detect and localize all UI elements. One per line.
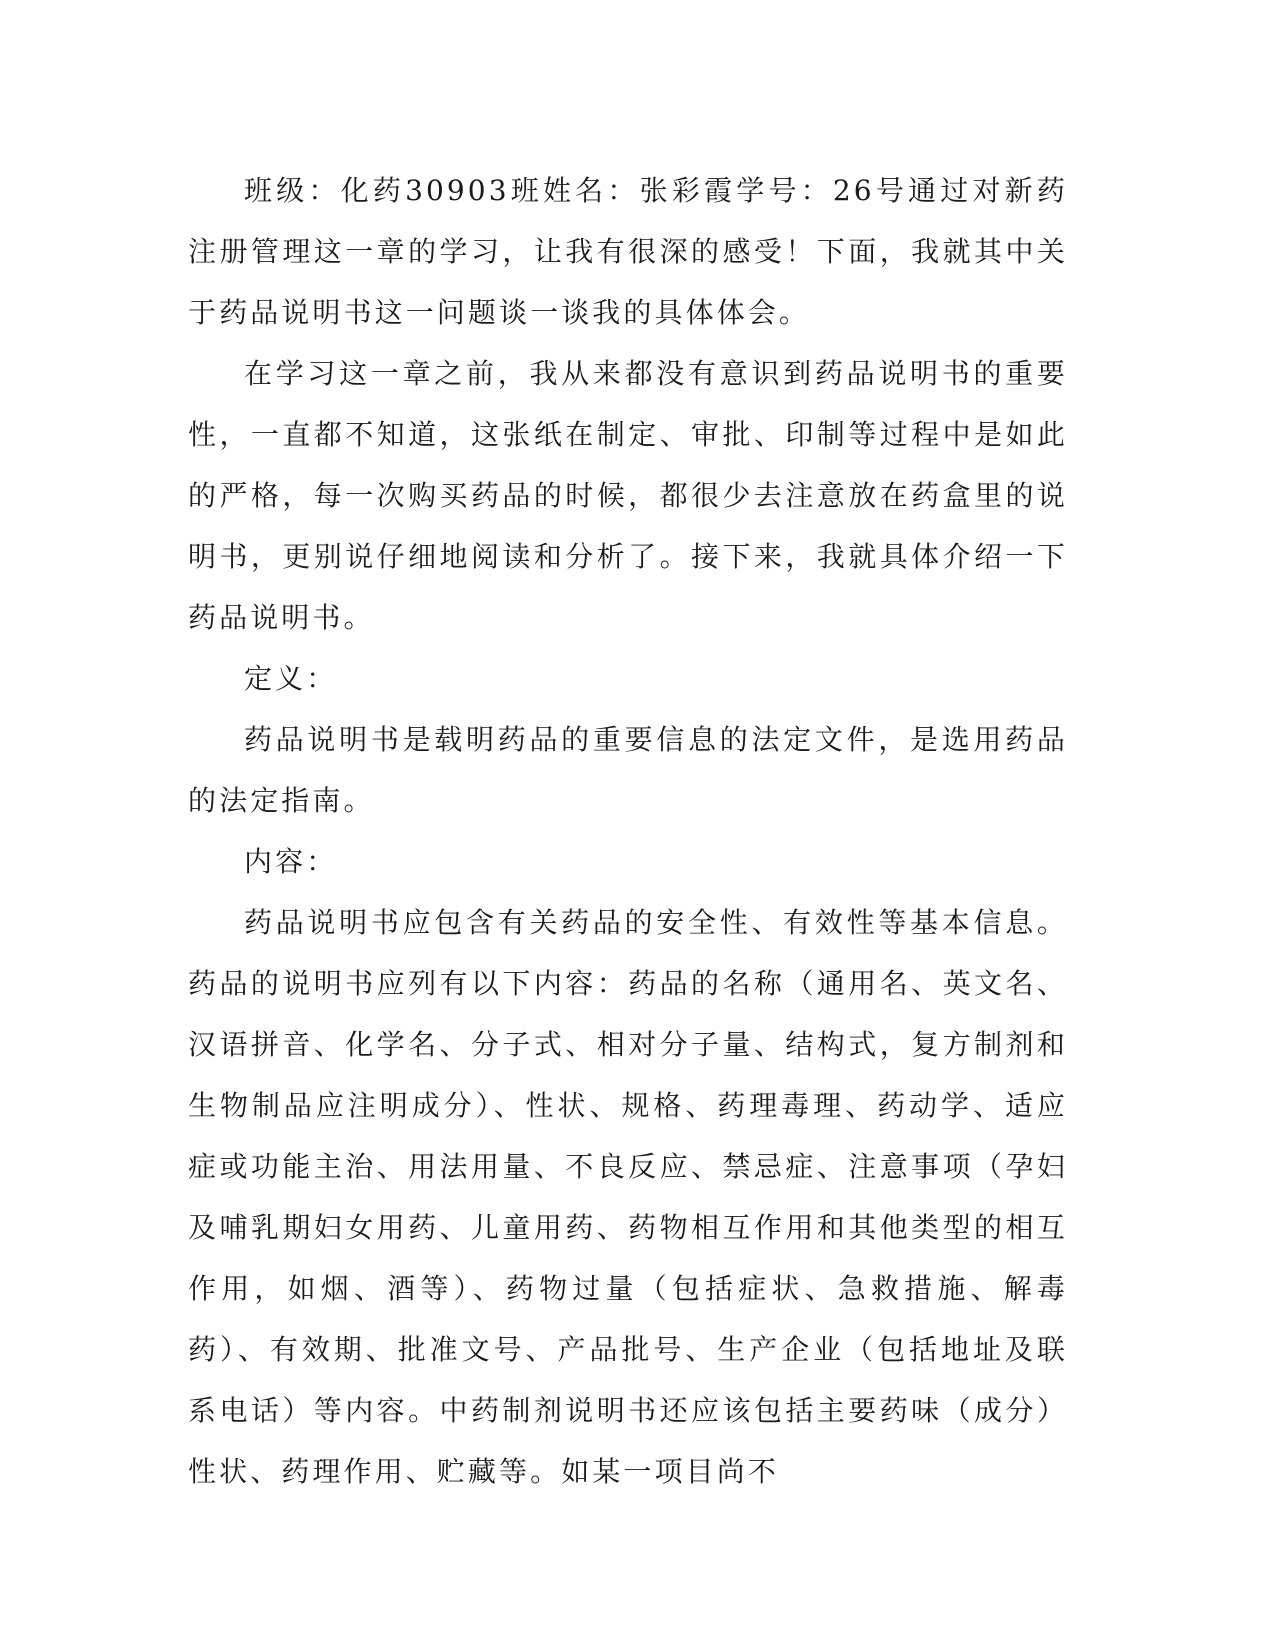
paragraph-reflection: 在学习这一章之前，我从来都没有意识到药品说明书的重要性，一直都不知道，这张纸在制定、审批、印制等过程中是如此的严格，每一次购买药品的时候，都很少去注意放在药盒里的说明书，更别说仔细地阅读和分析了。接下来，我就具体介绍一下药品说明书。 xyxy=(188,357,1068,634)
heading-definition: 定义： xyxy=(244,662,338,695)
paragraph-definition: 药品说明书是载明药品的重要信息的法定文件，是选用药品的法定指南。 xyxy=(188,723,1068,817)
paragraph-intro: 班级：化药30903班姓名：张彩霞学号：26号通过对新药注册管理这一章的学习，让我有很深的感受！下面，我就其中关于药品说明书这一问题谈一谈我的具体体会。 xyxy=(188,174,1068,329)
heading-content: 内容： xyxy=(244,845,338,878)
paragraph-content: 药品说明书应包含有关药品的安全性、有效性等基本信息。药品的说明书应列有以下内容：药品的名称（通用名、英文名、汉语拼音、化学名、分子式、相对分子量、结构式，复方制剂和生物制品应注明成分）、性状、规格、药理毒理、药动学、适应症或功能主治、用法用量、不良反应、禁忌症、注意事项（孕妇及哺乳期妇女用药、儿童用药、药物相互作用和其他类型的相互作用，如烟、酒等）、药物过量（包括症状、急救措施、解毒药）、有效期、批准文号、产品批号、生产企业（包括地址及联系电话）等内容。中药制剂说明书还应该包括主要药味（成分）性状、药理作用、贮藏等。如某一项目尚不 xyxy=(188,906,1068,1488)
document-body xyxy=(188,160,1068,1502)
